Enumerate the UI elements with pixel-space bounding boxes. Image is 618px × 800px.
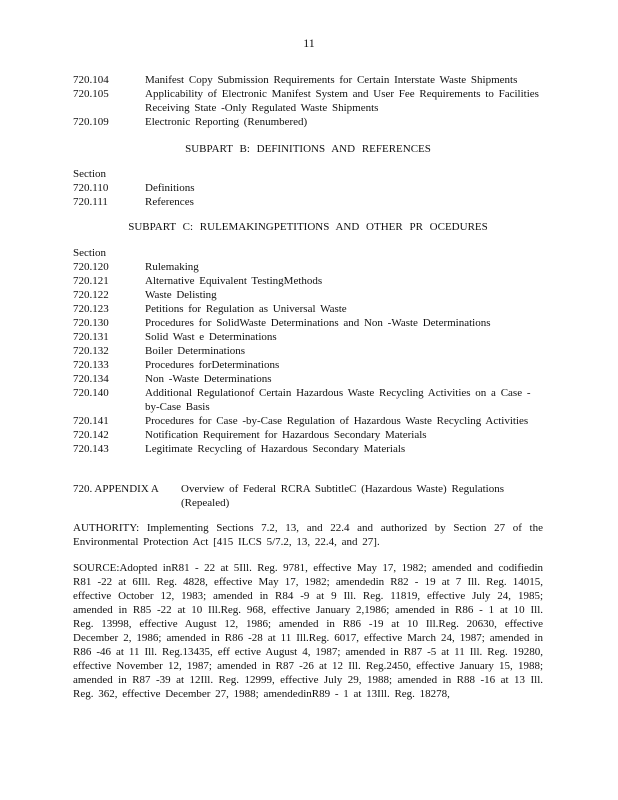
toc-row <box>73 442 543 456</box>
toc-row <box>73 358 543 372</box>
section-title: Applicability of Electronic Manifest System and User Fee Requirements to Facilities Receiving State -Only Regulated Waste Shipments <box>145 88 539 114</box>
section-label: Section <box>73 168 106 180</box>
section-number: 720.121 <box>73 275 109 287</box>
section-number: 720.105 <box>73 88 109 100</box>
section-number: 720.143 <box>73 443 109 455</box>
toc-top-list <box>73 73 543 129</box>
appendix-number: 720. APPENDIX A <box>73 483 159 495</box>
appendix-title: Overview of Federal RCRA SubtitleC (Hazardous Waste) Regulations (Repealed) <box>181 483 504 509</box>
toc-row <box>73 386 543 414</box>
section-title: Legitimate Recycling of Hazardous Secondary Materials <box>145 443 406 455</box>
section-number: 720.142 <box>73 429 109 441</box>
section-title: Notification Requirement for Hazardous Secondary Materials <box>145 429 427 441</box>
section-number: 720.132 <box>73 345 109 357</box>
appendix-entry <box>73 482 543 510</box>
section-title: Electronic Reporting (Renumbered) <box>145 116 308 128</box>
subpart-b-list <box>73 167 543 209</box>
toc-row <box>73 330 543 344</box>
section-title: Petitions for Regulation as Universal Waste <box>145 303 347 315</box>
section-number: 720.120 <box>73 261 109 273</box>
section-title: Waste Delisting <box>145 289 217 301</box>
page-number: 11 <box>303 36 315 50</box>
section-number: 720.133 <box>73 359 109 371</box>
section-number: 720.134 <box>73 373 109 385</box>
section-number: 720.140 <box>73 387 109 399</box>
section-title: Boiler Determinations <box>145 345 246 357</box>
authority-paragraph: AUTHORITY: Implementing Sections 7.2, 13, and 22.4 and authorized by Section 27 of the Environmental Protection Act [415 ILCS 5/7.2, 13, 22.4, and 27]. <box>73 522 543 548</box>
section-number: 720.104 <box>73 74 109 86</box>
section-title: Rulemaking <box>145 261 199 273</box>
section-number: 720.131 <box>73 331 109 343</box>
toc-row <box>73 73 543 87</box>
toc-row <box>73 87 543 115</box>
toc-row <box>73 316 543 330</box>
section-number: 720.109 <box>73 116 109 128</box>
section-number: 720.123 <box>73 303 109 315</box>
toc-row <box>73 260 543 274</box>
section-number: 720.110 <box>73 182 109 194</box>
section-title: Solid Wast e Determinations <box>145 331 277 343</box>
subpart-c-list <box>73 246 543 456</box>
toc-row <box>73 302 543 316</box>
toc-row <box>73 274 543 288</box>
section-number: 720.130 <box>73 317 109 329</box>
section-title: Additional Regulationof Certain Hazardous Waste Recycling Activities on a Case -by-Case Basis <box>145 387 531 413</box>
toc-row <box>73 344 543 358</box>
section-title: Non -Waste Determinations <box>145 373 272 385</box>
section-number: 720.141 <box>73 415 109 427</box>
section-label: Section <box>73 247 106 259</box>
toc-row <box>73 181 543 195</box>
toc-row <box>73 115 543 129</box>
appendix-row <box>73 482 543 510</box>
section-title: Alternative Equivalent TestingMethods <box>145 275 323 287</box>
section-title: Procedures for SolidWaste Determinations and Non -Waste Determinations <box>145 317 491 329</box>
section-title: Manifest Copy Submission Requirements for Certain Interstate Waste Shipments <box>145 74 518 86</box>
toc-row <box>73 428 543 442</box>
source-paragraph: SOURCE:Adopted inR81 - 22 at 5Ill. Reg. 9781, effective May 17, 1982; amended and codifiedin R81 -22 at 6Ill. Reg. 4828, effective May 17, 1982; amendedin R82 - 19 at 7 Ill. Reg. 14015, effective October 12, 1983; amended in R84 -9 at 9 Ill. Reg. 11819, effective July 24, 1985; amended in R85 -22 at 10 Ill.Reg. 968, effective January 2,1986; amended in R86 - 1 at 10 Ill. Reg. 13998, effective August 12, 1986; amended in R86 -19 at 10 Ill.Reg. 20630, effective December 2, 1986; amended in R86 -28 at 11 Ill.Reg. 6017, effective March 24, 1987; amended in R86 -46 at 11 Ill. Reg.13435, eff ective August 4, 1987; amended in R87 -5 at 11 Ill. Reg. 19280, effective November 12, 1987; amended in R87 -26 at 12 Ill. Reg.2450, effective January 15, 1988; amended in R87 -39 at 12Ill. Reg. 12999, effective July 29, 1988; amended in R88 -16 at 13 Ill. Reg. 362, effective December 27, 1988; amendedinR89 - 1 at 13Ill. Reg. 18278, <box>73 562 543 700</box>
toc-row <box>73 414 543 428</box>
toc-row <box>73 372 543 386</box>
subpart-c-heading: SUBPART C: RULEMAKINGPETITIONS AND OTHER PR OCEDURES <box>128 221 488 233</box>
subpart-b-heading: SUBPART B: DEFINITIONS AND REFERENCES <box>185 143 431 155</box>
section-title: Procedures for Case -by-Case Regulation of Hazardous Waste Recycling Activities <box>145 415 529 427</box>
section-number: 720.122 <box>73 289 109 301</box>
section-number: 720.111 <box>73 196 108 208</box>
toc-row <box>73 288 543 302</box>
section-title: Definitions <box>145 182 195 194</box>
section-title: References <box>145 196 194 208</box>
section-title: Procedures forDeterminations <box>145 359 280 371</box>
toc-row <box>73 195 543 209</box>
